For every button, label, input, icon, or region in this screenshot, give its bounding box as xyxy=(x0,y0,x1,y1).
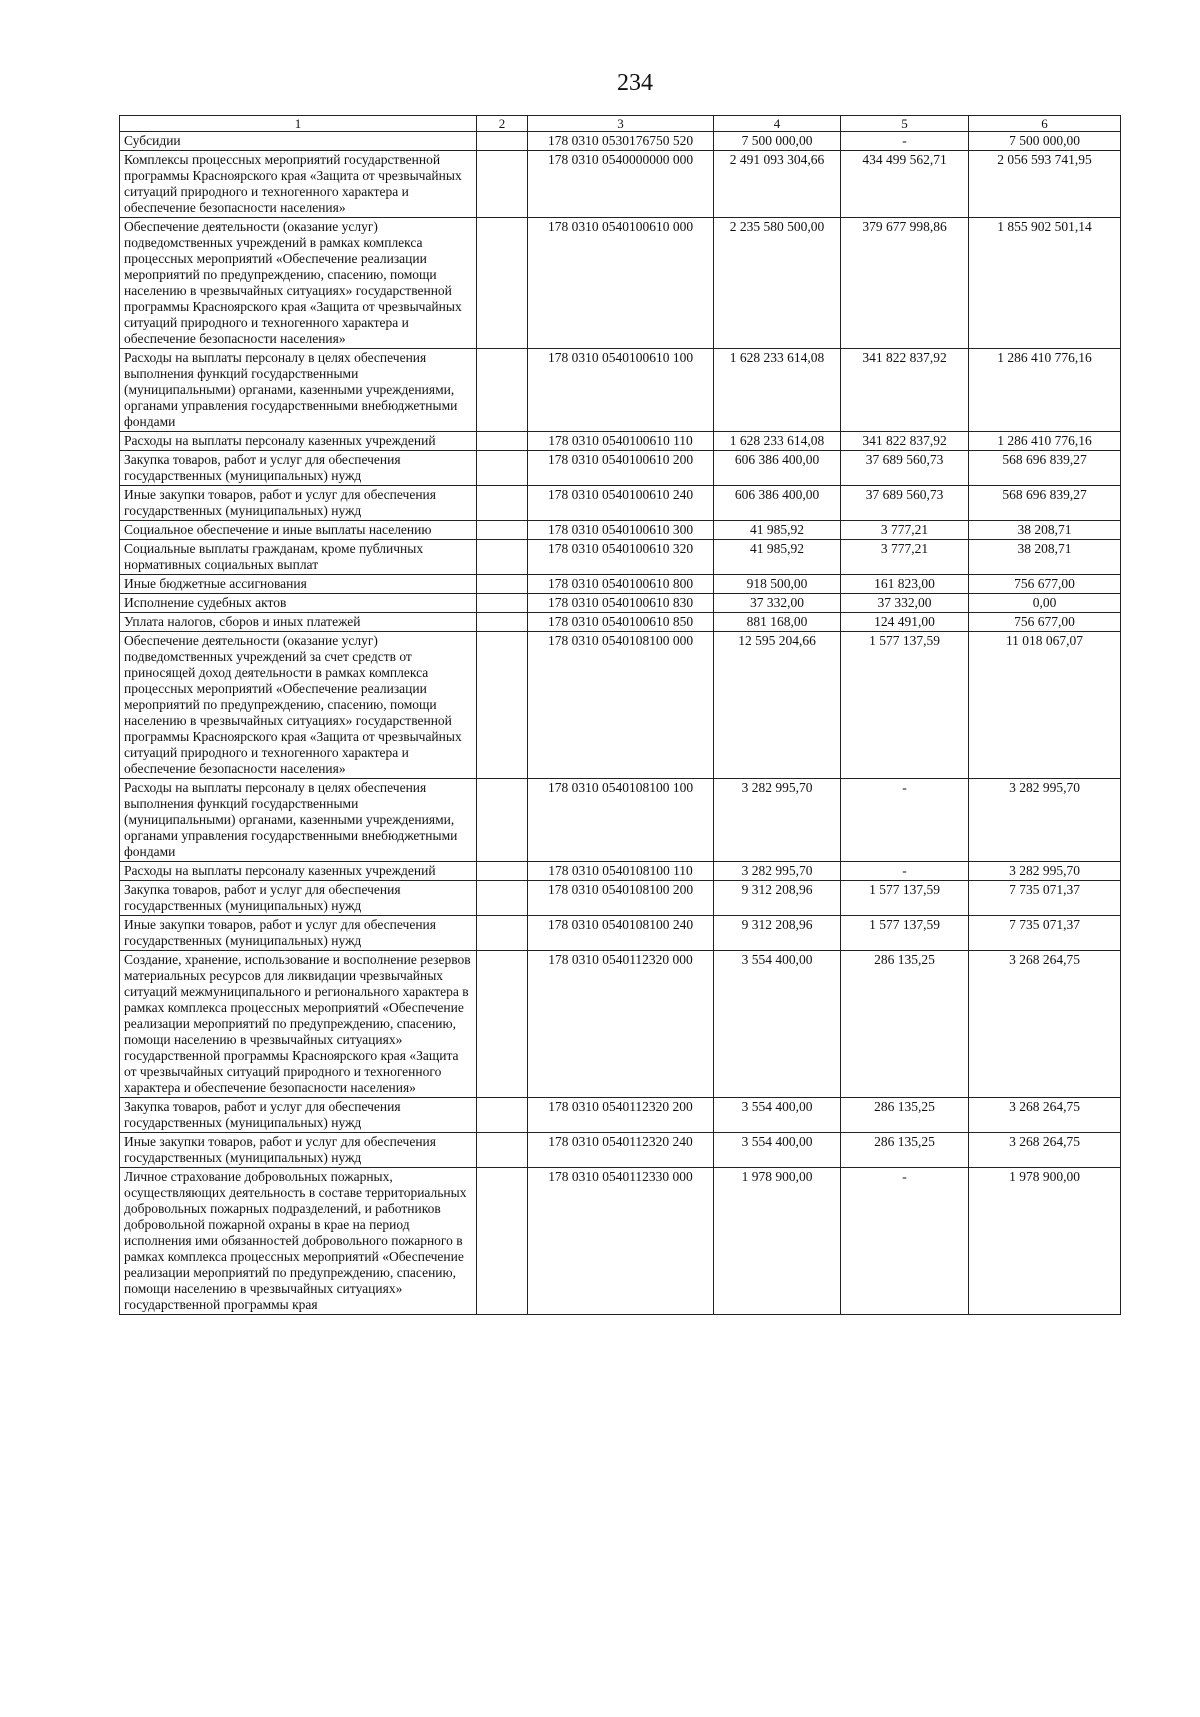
row-code-cell: 178 0310 0540112330 000 xyxy=(528,1168,714,1315)
header-cell-4: 4 xyxy=(714,116,841,132)
row-col5-cell: 286 135,25 xyxy=(841,951,969,1098)
header-row xyxy=(120,116,1121,132)
row-col4-cell: 606 386 400,00 xyxy=(714,451,841,486)
row-col4-cell: 37 332,00 xyxy=(714,594,841,613)
row-col2-cell xyxy=(477,594,528,613)
row-code-cell: 178 0310 0540100610 240 xyxy=(528,486,714,521)
row-col4-cell: 606 386 400,00 xyxy=(714,486,841,521)
row-name-cell: Обеспечение деятельности (оказание услуг) подведомственных учреждений в рамках комплекса процессных мероприятий «Обеспечение реализации мероприятий по предупреждению, спасению, помощи населению в чрезвычайных ситуациях» государственной программы Красноярского края «Защита от чрезвычайных ситуаций природного и техногенного характера и обеспечение безопасности населения» xyxy=(120,218,477,349)
table-row xyxy=(120,1133,1121,1168)
row-col4-cell: 12 595 204,66 xyxy=(714,632,841,779)
row-col6-cell: 7 500 000,00 xyxy=(969,132,1121,151)
row-col6-cell: 7 735 071,37 xyxy=(969,881,1121,916)
row-col6-cell: 2 056 593 741,95 xyxy=(969,151,1121,218)
header-cell-1: 1 xyxy=(120,116,477,132)
table-row xyxy=(120,916,1121,951)
table-row xyxy=(120,151,1121,218)
row-col4-cell: 881 168,00 xyxy=(714,613,841,632)
row-col4-cell: 9 312 208,96 xyxy=(714,916,841,951)
row-col2-cell xyxy=(477,1098,528,1133)
table-row xyxy=(120,594,1121,613)
row-col5-cell: 37 689 560,73 xyxy=(841,486,969,521)
row-col5-cell: 161 823,00 xyxy=(841,575,969,594)
row-col4-cell: 3 282 995,70 xyxy=(714,779,841,862)
table-row xyxy=(120,881,1121,916)
table-row xyxy=(120,486,1121,521)
row-col6-cell: 3 282 995,70 xyxy=(969,862,1121,881)
row-name-cell: Расходы на выплаты персоналу в целях обеспечения выполнения функций государственными (муниципальными) органами, казенными учреждениями, органами управления государственными внебюджетными фондами xyxy=(120,779,477,862)
header-cell-3: 3 xyxy=(528,116,714,132)
header-cell-6: 6 xyxy=(969,116,1121,132)
row-col5-cell: 1 577 137,59 xyxy=(841,881,969,916)
row-col6-cell: 3 282 995,70 xyxy=(969,779,1121,862)
row-col6-cell: 1 978 900,00 xyxy=(969,1168,1121,1315)
row-code-cell: 178 0310 0540100610 000 xyxy=(528,218,714,349)
table-row xyxy=(120,779,1121,862)
row-col6-cell: 38 208,71 xyxy=(969,521,1121,540)
row-col2-cell xyxy=(477,1168,528,1315)
row-col2-cell xyxy=(477,151,528,218)
row-col6-cell: 7 735 071,37 xyxy=(969,916,1121,951)
row-col5-cell: - xyxy=(841,779,969,862)
row-name-cell: Уплата налогов, сборов и иных платежей xyxy=(120,613,477,632)
table-row xyxy=(120,951,1121,1098)
table-row xyxy=(120,218,1121,349)
row-col2-cell xyxy=(477,575,528,594)
row-code-cell: 178 0310 0540100610 100 xyxy=(528,349,714,432)
row-col5-cell: 37 332,00 xyxy=(841,594,969,613)
row-code-cell: 178 0310 0540108100 000 xyxy=(528,632,714,779)
row-col2-cell xyxy=(477,881,528,916)
row-name-cell: Субсидии xyxy=(120,132,477,151)
row-col6-cell: 38 208,71 xyxy=(969,540,1121,575)
row-col4-cell: 3 554 400,00 xyxy=(714,1133,841,1168)
row-col2-cell xyxy=(477,779,528,862)
table-row xyxy=(120,613,1121,632)
row-col4-cell: 7 500 000,00 xyxy=(714,132,841,151)
row-col4-cell: 2 491 093 304,66 xyxy=(714,151,841,218)
row-code-cell: 178 0310 0540100610 110 xyxy=(528,432,714,451)
row-col5-cell: 3 777,21 xyxy=(841,521,969,540)
row-code-cell: 178 0310 0540112320 240 xyxy=(528,1133,714,1168)
budget-table xyxy=(119,115,1121,1315)
row-col4-cell: 1 628 233 614,08 xyxy=(714,432,841,451)
row-col2-cell xyxy=(477,432,528,451)
row-col4-cell: 41 985,92 xyxy=(714,521,841,540)
row-name-cell: Социальные выплаты гражданам, кроме публичных нормативных социальных выплат xyxy=(120,540,477,575)
row-col5-cell: 286 135,25 xyxy=(841,1133,969,1168)
row-col5-cell: - xyxy=(841,132,969,151)
row-name-cell: Закупка товаров, работ и услуг для обеспечения государственных (муниципальных) нужд xyxy=(120,1098,477,1133)
row-col5-cell: 341 822 837,92 xyxy=(841,349,969,432)
row-code-cell: 178 0310 0540108100 200 xyxy=(528,881,714,916)
row-col6-cell: 1 286 410 776,16 xyxy=(969,349,1121,432)
header-cell-2: 2 xyxy=(477,116,528,132)
row-name-cell: Личное страхование добровольных пожарных, осуществляющих деятельность в составе территориальных добровольных пожарных подразделений, и работников добровольной пожарной охраны в крае на период исполнения ими обязанностей добровольного пожарного в рамках комплекса процессных мероприятий «Обеспечение реализации мероприятий по предупреждению, спасению, помощи населению в чрезвычайных ситуациях» государственной программы края xyxy=(120,1168,477,1315)
table-row xyxy=(120,432,1121,451)
row-name-cell: Закупка товаров, работ и услуг для обеспечения государственных (муниципальных) нужд xyxy=(120,881,477,916)
row-col2-cell xyxy=(477,540,528,575)
row-col5-cell: 124 491,00 xyxy=(841,613,969,632)
header-cell-5: 5 xyxy=(841,116,969,132)
table-row xyxy=(120,575,1121,594)
row-col6-cell: 3 268 264,75 xyxy=(969,1133,1121,1168)
row-name-cell: Иные закупки товаров, работ и услуг для обеспечения государственных (муниципальных) нужд xyxy=(120,1133,477,1168)
row-name-cell: Расходы на выплаты персоналу казенных учреждений xyxy=(120,432,477,451)
row-col6-cell: 568 696 839,27 xyxy=(969,451,1121,486)
page-number: 234 xyxy=(617,70,653,96)
row-name-cell: Исполнение судебных актов xyxy=(120,594,477,613)
row-code-cell: 178 0310 0540100610 300 xyxy=(528,521,714,540)
row-col2-cell xyxy=(477,862,528,881)
row-col4-cell: 1 978 900,00 xyxy=(714,1168,841,1315)
row-col5-cell: 434 499 562,71 xyxy=(841,151,969,218)
row-code-cell: 178 0310 0540100610 200 xyxy=(528,451,714,486)
row-col2-cell xyxy=(477,951,528,1098)
row-col5-cell: 379 677 998,86 xyxy=(841,218,969,349)
row-col4-cell: 3 554 400,00 xyxy=(714,951,841,1098)
row-col6-cell: 0,00 xyxy=(969,594,1121,613)
row-name-cell: Закупка товаров, работ и услуг для обеспечения государственных (муниципальных) нужд xyxy=(120,451,477,486)
row-col2-cell xyxy=(477,613,528,632)
row-code-cell: 178 0310 0530176750 520 xyxy=(528,132,714,151)
row-code-cell: 178 0310 0540100610 800 xyxy=(528,575,714,594)
row-name-cell: Расходы на выплаты персоналу казенных учреждений xyxy=(120,862,477,881)
table-row xyxy=(120,1168,1121,1315)
row-col6-cell: 3 268 264,75 xyxy=(969,951,1121,1098)
row-col2-cell xyxy=(477,521,528,540)
row-col5-cell: 286 135,25 xyxy=(841,1098,969,1133)
row-col6-cell: 1 286 410 776,16 xyxy=(969,432,1121,451)
row-col6-cell: 3 268 264,75 xyxy=(969,1098,1121,1133)
row-name-cell: Иные бюджетные ассигнования xyxy=(120,575,477,594)
row-col5-cell: 341 822 837,92 xyxy=(841,432,969,451)
row-code-cell: 178 0310 0540108100 110 xyxy=(528,862,714,881)
row-code-cell: 178 0310 0540112320 200 xyxy=(528,1098,714,1133)
row-code-cell: 178 0310 0540000000 000 xyxy=(528,151,714,218)
row-col2-cell xyxy=(477,486,528,521)
row-col4-cell: 3 282 995,70 xyxy=(714,862,841,881)
row-col6-cell: 756 677,00 xyxy=(969,613,1121,632)
row-name-cell: Социальное обеспечение и иные выплаты населению xyxy=(120,521,477,540)
row-col4-cell: 1 628 233 614,08 xyxy=(714,349,841,432)
row-col2-cell xyxy=(477,218,528,349)
row-col6-cell: 1 855 902 501,14 xyxy=(969,218,1121,349)
table-row xyxy=(120,521,1121,540)
row-col5-cell: 37 689 560,73 xyxy=(841,451,969,486)
table-row xyxy=(120,862,1121,881)
row-code-cell: 178 0310 0540108100 100 xyxy=(528,779,714,862)
row-col4-cell: 41 985,92 xyxy=(714,540,841,575)
row-code-cell: 178 0310 0540100610 320 xyxy=(528,540,714,575)
table-body xyxy=(120,132,1121,1315)
row-col4-cell: 9 312 208,96 xyxy=(714,881,841,916)
table-row xyxy=(120,349,1121,432)
row-col5-cell: 1 577 137,59 xyxy=(841,632,969,779)
table-row xyxy=(120,540,1121,575)
row-col2-cell xyxy=(477,916,528,951)
row-col2-cell xyxy=(477,1133,528,1168)
row-col4-cell: 918 500,00 xyxy=(714,575,841,594)
row-col6-cell: 11 018 067,07 xyxy=(969,632,1121,779)
row-col6-cell: 756 677,00 xyxy=(969,575,1121,594)
row-col2-cell xyxy=(477,632,528,779)
row-col4-cell: 2 235 580 500,00 xyxy=(714,218,841,349)
table-row xyxy=(120,451,1121,486)
table-row xyxy=(120,132,1121,151)
row-code-cell: 178 0310 0540112320 000 xyxy=(528,951,714,1098)
row-col5-cell: - xyxy=(841,862,969,881)
table-row xyxy=(120,1098,1121,1133)
row-code-cell: 178 0310 0540108100 240 xyxy=(528,916,714,951)
row-col5-cell: - xyxy=(841,1168,969,1315)
row-name-cell: Иные закупки товаров, работ и услуг для обеспечения государственных (муниципальных) нужд xyxy=(120,916,477,951)
row-col6-cell: 568 696 839,27 xyxy=(969,486,1121,521)
row-col2-cell xyxy=(477,349,528,432)
row-name-cell: Комплексы процессных мероприятий государственной программы Красноярского края «Защита от чрезвычайных ситуаций природного и техногенного характера и обеспечение безопасности населения» xyxy=(120,151,477,218)
row-col4-cell: 3 554 400,00 xyxy=(714,1098,841,1133)
row-code-cell: 178 0310 0540100610 850 xyxy=(528,613,714,632)
row-name-cell: Расходы на выплаты персоналу в целях обеспечения выполнения функций государственными (муниципальными) органами, казенными учреждениями, органами управления государственными внебюджетными фондами xyxy=(120,349,477,432)
row-name-cell: Иные закупки товаров, работ и услуг для обеспечения государственных (муниципальных) нужд xyxy=(120,486,477,521)
row-col5-cell: 3 777,21 xyxy=(841,540,969,575)
row-code-cell: 178 0310 0540100610 830 xyxy=(528,594,714,613)
table-row xyxy=(120,632,1121,779)
row-col2-cell xyxy=(477,132,528,151)
row-name-cell: Создание, хранение, использование и восполнение резервов материальных ресурсов для ликвидации чрезвычайных ситуаций межмуниципального и регионального характера в рамках комплекса процессных мероприятий «Обеспечение реализации мероприятий по предупреждению, спасению, помощи населению в чрезвычайных ситуациях» государственной программы Красноярского края «Защита от чрезвычайных ситуаций природного и техногенного характера и обеспечение безопасности населения» xyxy=(120,951,477,1098)
row-name-cell: Обеспечение деятельности (оказание услуг) подведомственных учреждений за счет средств от приносящей доход деятельности в рамках комплекса процессных мероприятий «Обеспечение реализации мероприятий по предупреждению, спасению, помощи населению в чрезвычайных ситуациях» государственной программы Красноярского края «Защита от чрезвычайных ситуаций природного и техногенного характера и обеспечение безопасности населения» xyxy=(120,632,477,779)
row-col2-cell xyxy=(477,451,528,486)
row-col5-cell: 1 577 137,59 xyxy=(841,916,969,951)
